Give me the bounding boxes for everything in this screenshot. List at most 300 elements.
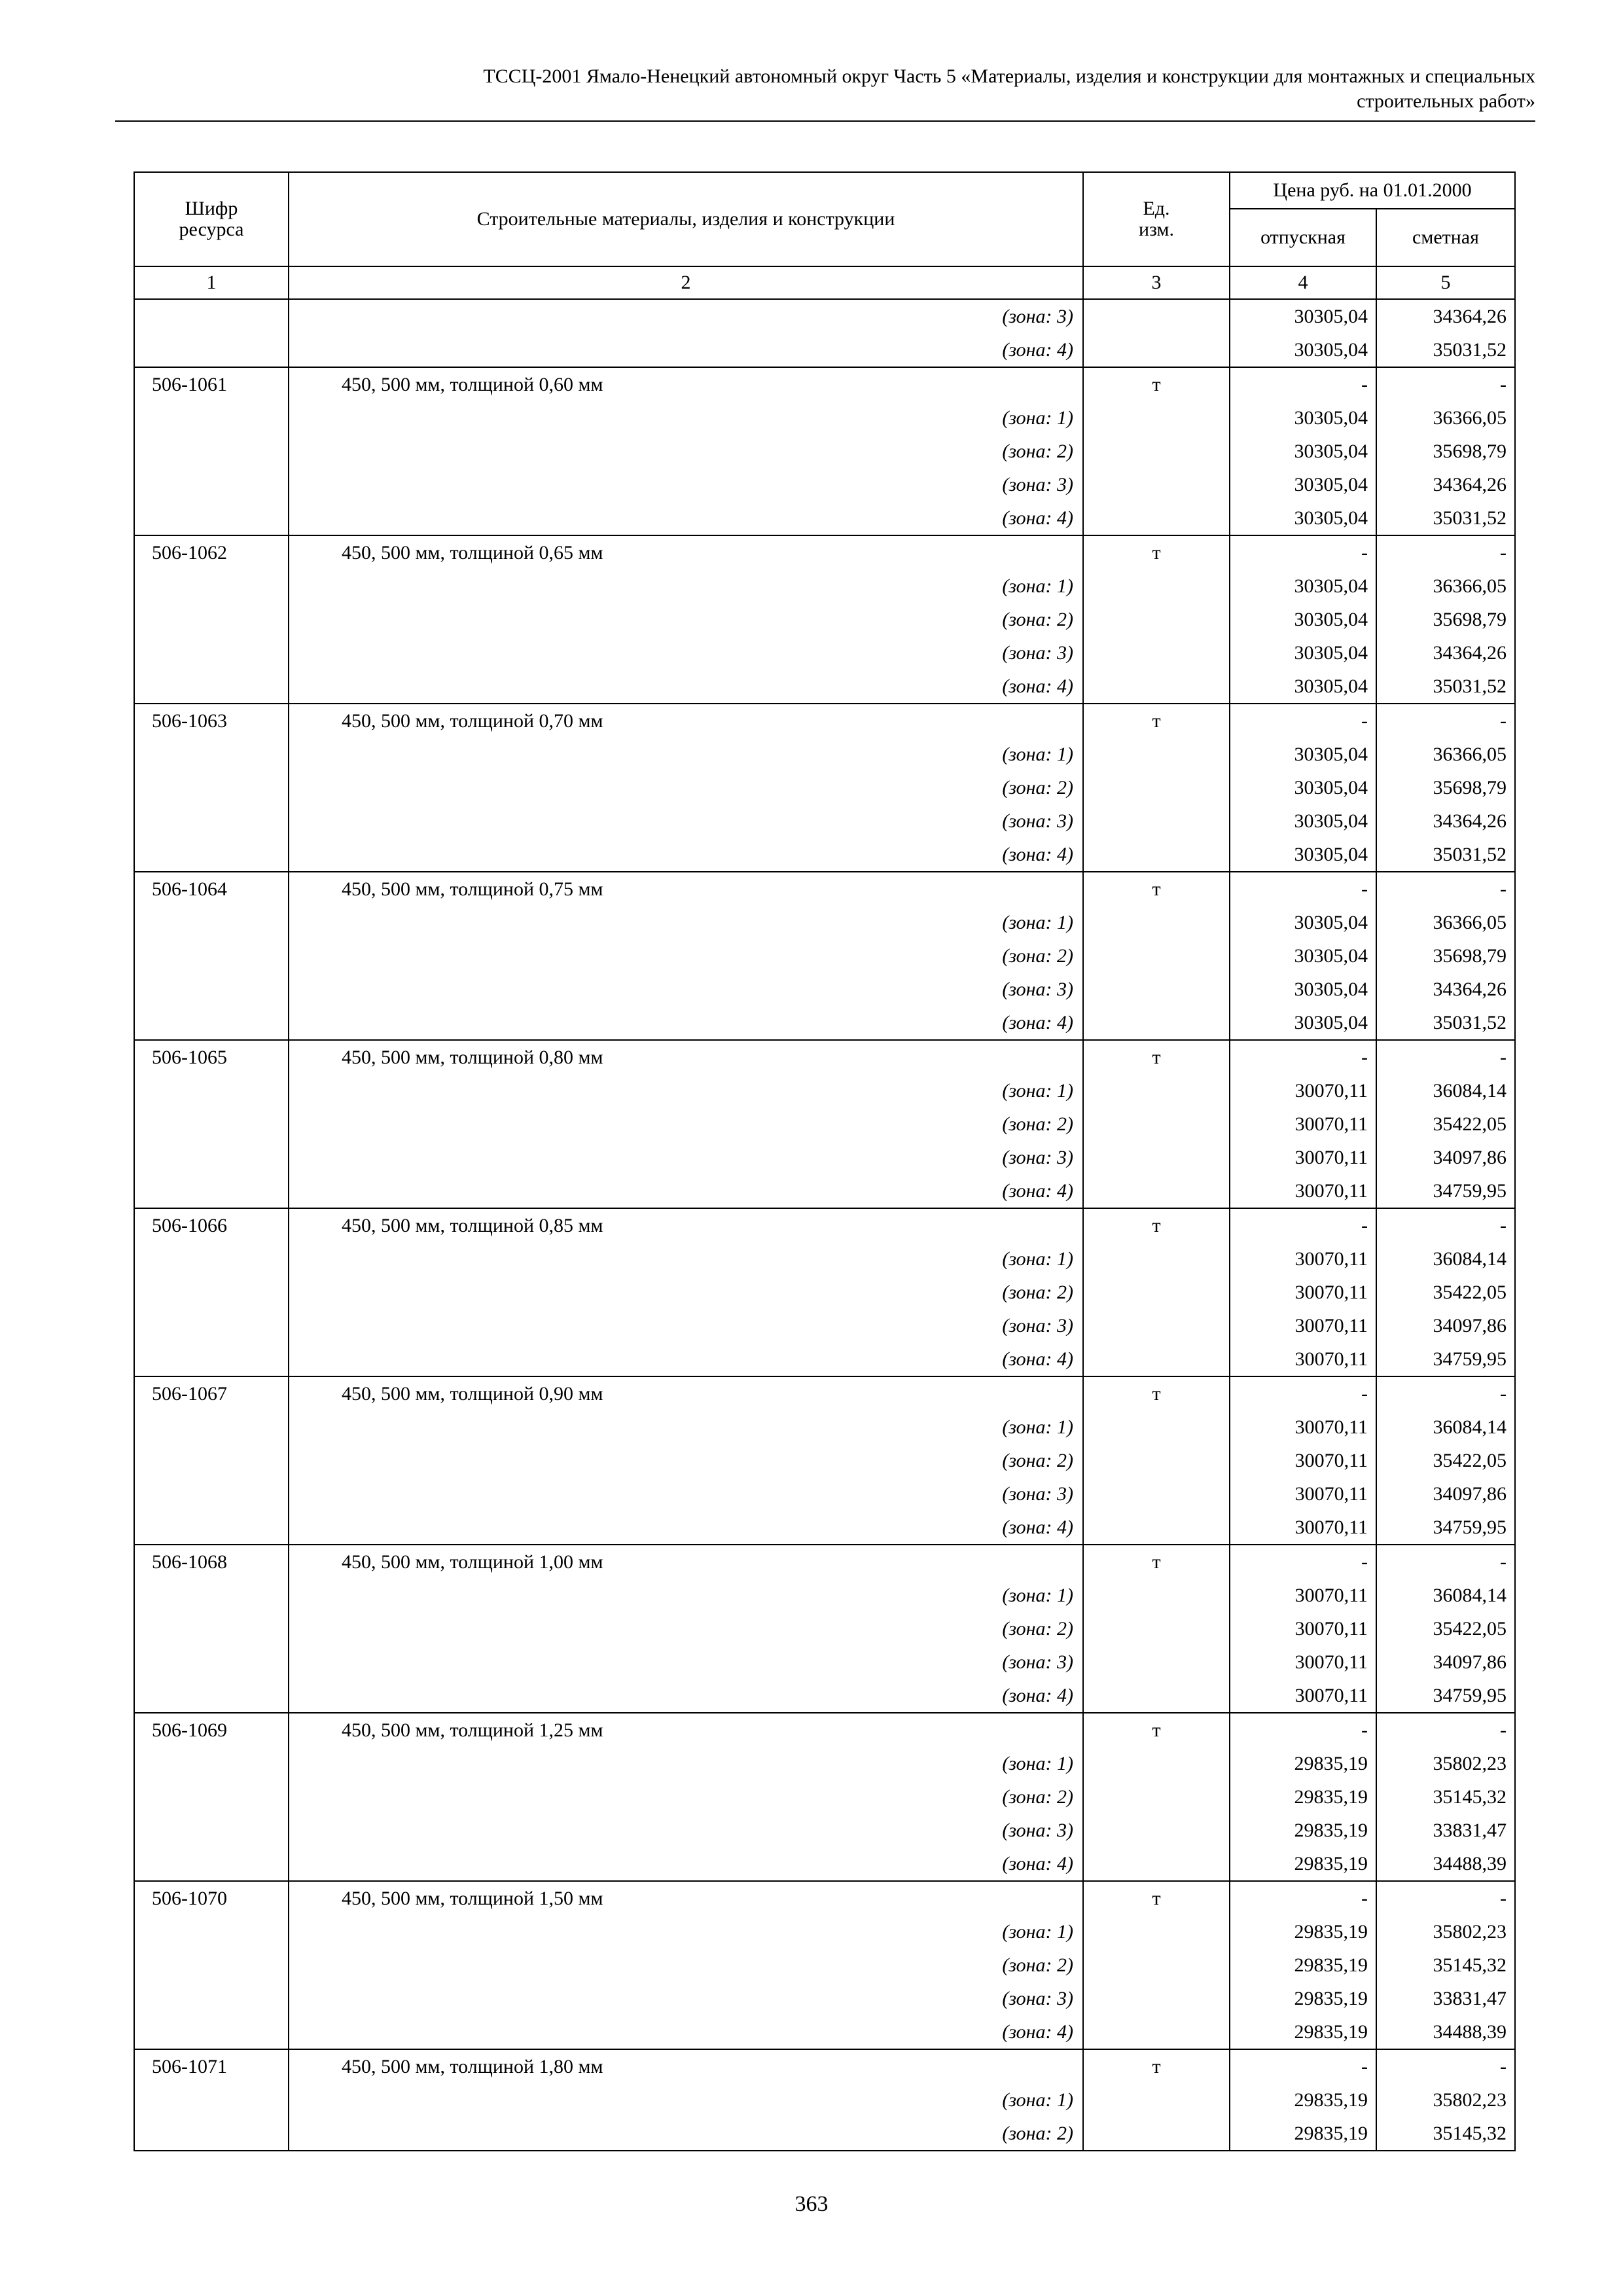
zone-row	[134, 973, 1515, 1006]
estimate-price: -	[1376, 872, 1515, 906]
zone-label: (зона: 3)	[289, 299, 1083, 333]
code-cell	[134, 1006, 289, 1040]
release-price: 30070,11	[1230, 1511, 1376, 1545]
unit-cell	[1083, 838, 1230, 872]
estimate-price: 35031,52	[1376, 670, 1515, 704]
estimate-price: 35802,23	[1376, 2083, 1515, 2117]
code-cell	[134, 1342, 289, 1376]
code-cell	[134, 738, 289, 771]
estimate-price: -	[1376, 1040, 1515, 1074]
estimate-price: 34759,95	[1376, 1511, 1515, 1545]
unit-cell: т	[1083, 1040, 1230, 1074]
release-price: 30305,04	[1230, 435, 1376, 468]
unit-cell	[1083, 1814, 1230, 1847]
estimate-price: 34364,26	[1376, 468, 1515, 501]
estimate-price: 36084,14	[1376, 1074, 1515, 1107]
code-cell	[134, 1579, 289, 1612]
zone-label: (зона: 4)	[289, 838, 1083, 872]
zone-label: (зона: 1)	[289, 401, 1083, 435]
unit-cell	[1083, 1477, 1230, 1511]
resource-code: 506-1065	[134, 1040, 289, 1074]
estimate-price: 34097,86	[1376, 1477, 1515, 1511]
zone-label: (зона: 3)	[289, 1477, 1083, 1511]
zone-row	[134, 1847, 1515, 1881]
unit-cell	[1083, 1948, 1230, 1982]
table-row	[134, 367, 1515, 401]
zone-row	[134, 771, 1515, 804]
code-cell	[134, 1444, 289, 1477]
code-cell	[134, 1948, 289, 1982]
estimate-price: 34097,86	[1376, 1141, 1515, 1174]
unit-cell: т	[1083, 1713, 1230, 1747]
resource-code: 506-1069	[134, 1713, 289, 1747]
estimate-price: 35031,52	[1376, 333, 1515, 367]
zone-label: (зона: 4)	[289, 1847, 1083, 1881]
zone-row	[134, 1780, 1515, 1814]
estimate-price: 35422,05	[1376, 1612, 1515, 1645]
code-cell	[134, 1915, 289, 1948]
zone-label: (зона: 1)	[289, 738, 1083, 771]
header-line-1: ТССЦ-2001 Ямало-Ненецкий автономный округ Часть 5 «Материалы, изделия и конструкции для монтажных и специальных	[483, 65, 1535, 87]
zone-label: (зона: 1)	[289, 1074, 1083, 1107]
material-name: 450, 500 мм, толщиной 1,25 мм	[289, 1713, 1083, 1747]
estimate-price: 35698,79	[1376, 771, 1515, 804]
unit-cell	[1083, 1915, 1230, 1948]
zone-row	[134, 1242, 1515, 1276]
code-cell	[134, 603, 289, 636]
estimate-price: 35145,32	[1376, 2117, 1515, 2151]
release-price: 30305,04	[1230, 771, 1376, 804]
release-price: -	[1230, 1881, 1376, 1915]
release-price: 30070,11	[1230, 1174, 1376, 1208]
estimate-price: 36084,14	[1376, 1579, 1515, 1612]
zone-row	[134, 603, 1515, 636]
release-price: 30305,04	[1230, 906, 1376, 939]
code-cell	[134, 1612, 289, 1645]
release-price: 30070,11	[1230, 1141, 1376, 1174]
zone-row	[134, 1174, 1515, 1208]
release-price: 30305,04	[1230, 468, 1376, 501]
code-cell	[134, 1477, 289, 1511]
release-price: -	[1230, 1376, 1376, 1410]
table-head	[134, 172, 1515, 299]
code-cell	[134, 939, 289, 973]
zone-label: (зона: 4)	[289, 1006, 1083, 1040]
code-cell	[134, 670, 289, 704]
estimate-price: 34488,39	[1376, 2015, 1515, 2049]
unit-cell	[1083, 1511, 1230, 1545]
zone-label: (зона: 2)	[289, 1276, 1083, 1309]
unit-cell	[1083, 501, 1230, 535]
release-price: 29835,19	[1230, 1982, 1376, 2015]
zone-row	[134, 2083, 1515, 2117]
unit-cell	[1083, 435, 1230, 468]
zone-row	[134, 939, 1515, 973]
material-name: 450, 500 мм, толщиной 0,85 мм	[289, 1208, 1083, 1242]
table-row	[134, 2049, 1515, 2083]
zone-label: (зона: 2)	[289, 1948, 1083, 1982]
zone-label: (зона: 4)	[289, 501, 1083, 535]
unit-cell	[1083, 939, 1230, 973]
estimate-price: -	[1376, 367, 1515, 401]
estimate-price: 34759,95	[1376, 1342, 1515, 1376]
unit-cell	[1083, 1780, 1230, 1814]
document-header	[115, 64, 1535, 114]
unit-cell	[1083, 1645, 1230, 1679]
column-number: 1	[134, 266, 289, 299]
material-name: 450, 500 мм, толщиной 0,90 мм	[289, 1376, 1083, 1410]
code-cell	[134, 333, 289, 367]
release-price: -	[1230, 872, 1376, 906]
estimate-price: 35145,32	[1376, 1780, 1515, 1814]
unit-cell: т	[1083, 704, 1230, 738]
estimate-price: -	[1376, 1208, 1515, 1242]
estimate-price: -	[1376, 2049, 1515, 2083]
code-cell	[134, 1242, 289, 1276]
release-price: 30070,11	[1230, 1342, 1376, 1376]
unit-cell	[1083, 1747, 1230, 1780]
unit-cell	[1083, 1074, 1230, 1107]
unit-cell	[1083, 771, 1230, 804]
zone-row	[134, 1814, 1515, 1847]
unit-cell: т	[1083, 1545, 1230, 1579]
zone-label: (зона: 3)	[289, 1645, 1083, 1679]
unit-cell	[1083, 738, 1230, 771]
zone-label: (зона: 2)	[289, 603, 1083, 636]
release-price: 30305,04	[1230, 738, 1376, 771]
unit-cell	[1083, 1982, 1230, 2015]
estimate-price: 36366,05	[1376, 401, 1515, 435]
release-price: 30070,11	[1230, 1444, 1376, 1477]
zone-label: (зона: 2)	[289, 1107, 1083, 1141]
resource-code: 506-1066	[134, 1208, 289, 1242]
estimate-price: 36366,05	[1376, 738, 1515, 771]
code-cell	[134, 1645, 289, 1679]
zone-label: (зона: 1)	[289, 1579, 1083, 1612]
material-name: 450, 500 мм, толщиной 0,65 мм	[289, 535, 1083, 569]
material-name: 450, 500 мм, толщиной 1,80 мм	[289, 2049, 1083, 2083]
zone-label: (зона: 3)	[289, 1141, 1083, 1174]
zone-row	[134, 1915, 1515, 1948]
release-price: 30070,11	[1230, 1276, 1376, 1309]
unit-cell: т	[1083, 872, 1230, 906]
zone-label: (зона: 1)	[289, 2083, 1083, 2117]
estimate-price: 34097,86	[1376, 1309, 1515, 1342]
zone-row	[134, 670, 1515, 704]
release-price: 30305,04	[1230, 804, 1376, 838]
zone-label: (зона: 3)	[289, 973, 1083, 1006]
zone-label: (зона: 2)	[289, 2117, 1083, 2151]
zone-row	[134, 1948, 1515, 1982]
release-price: 30305,04	[1230, 333, 1376, 367]
release-price: 30305,04	[1230, 670, 1376, 704]
unit-cell	[1083, 1444, 1230, 1477]
zone-label: (зона: 1)	[289, 1747, 1083, 1780]
code-cell	[134, 1074, 289, 1107]
unit-cell	[1083, 1242, 1230, 1276]
zone-label: (зона: 4)	[289, 1174, 1083, 1208]
unit-cell: т	[1083, 2049, 1230, 2083]
estimate-price: 36366,05	[1376, 569, 1515, 603]
release-price: 30305,04	[1230, 501, 1376, 535]
zone-row	[134, 1579, 1515, 1612]
unit-cell	[1083, 2015, 1230, 2049]
code-cell	[134, 906, 289, 939]
unit-cell: т	[1083, 1376, 1230, 1410]
unit-cell	[1083, 1410, 1230, 1444]
zone-label: (зона: 2)	[289, 435, 1083, 468]
unit-cell	[1083, 1174, 1230, 1208]
table-row	[134, 1376, 1515, 1410]
code-cell	[134, 2083, 289, 2117]
release-price: 30305,04	[1230, 603, 1376, 636]
estimate-price: 35422,05	[1376, 1444, 1515, 1477]
table-row	[134, 1208, 1515, 1242]
zone-row	[134, 1410, 1515, 1444]
estimate-price: 35698,79	[1376, 435, 1515, 468]
header-estimate-price: сметная	[1376, 209, 1515, 266]
material-name: 450, 500 мм, толщиной 0,75 мм	[289, 872, 1083, 906]
header-release-price: отпускная	[1230, 209, 1376, 266]
header-line-2: строительных работ»	[1357, 90, 1535, 112]
estimate-price: 36084,14	[1376, 1242, 1515, 1276]
release-price: 29835,19	[1230, 1814, 1376, 1847]
zone-label: (зона: 2)	[289, 771, 1083, 804]
unit-cell	[1083, 1276, 1230, 1309]
estimate-price: 34097,86	[1376, 1645, 1515, 1679]
material-name: 450, 500 мм, толщиной 0,60 мм	[289, 367, 1083, 401]
code-cell	[134, 771, 289, 804]
zone-row	[134, 468, 1515, 501]
code-cell	[134, 1309, 289, 1342]
release-price: 30305,04	[1230, 636, 1376, 670]
zone-row	[134, 636, 1515, 670]
estimate-price: 34364,26	[1376, 636, 1515, 670]
code-cell	[134, 973, 289, 1006]
zone-row	[134, 906, 1515, 939]
resource-code: 506-1067	[134, 1376, 289, 1410]
table-row	[134, 704, 1515, 738]
material-name: 450, 500 мм, толщиной 1,00 мм	[289, 1545, 1083, 1579]
estimate-price: 36084,14	[1376, 1410, 1515, 1444]
zone-label: (зона: 3)	[289, 1982, 1083, 2015]
resource-code: 506-1068	[134, 1545, 289, 1579]
code-cell	[134, 435, 289, 468]
code-cell	[134, 1847, 289, 1881]
release-price: 30070,11	[1230, 1309, 1376, 1342]
unit-cell	[1083, 1679, 1230, 1713]
zone-row	[134, 838, 1515, 872]
zone-label: (зона: 3)	[289, 468, 1083, 501]
release-price: 29835,19	[1230, 1847, 1376, 1881]
estimate-price: 36366,05	[1376, 906, 1515, 939]
unit-cell	[1083, 1579, 1230, 1612]
column-number: 4	[1230, 266, 1376, 299]
zone-row	[134, 333, 1515, 367]
zone-row	[134, 1645, 1515, 1679]
table-row	[134, 535, 1515, 569]
unit-cell	[1083, 636, 1230, 670]
unit-cell	[1083, 1107, 1230, 1141]
table-row	[134, 1040, 1515, 1074]
release-price: -	[1230, 1040, 1376, 1074]
resource-code: 506-1070	[134, 1881, 289, 1915]
release-price: 29835,19	[1230, 2117, 1376, 2151]
resource-code: 506-1062	[134, 535, 289, 569]
release-price: 30305,04	[1230, 569, 1376, 603]
unit-cell	[1083, 1141, 1230, 1174]
zone-label: (зона: 4)	[289, 1342, 1083, 1376]
zone-label: (зона: 1)	[289, 1410, 1083, 1444]
release-price: -	[1230, 535, 1376, 569]
release-price: 30070,11	[1230, 1107, 1376, 1141]
estimate-price: 35031,52	[1376, 1006, 1515, 1040]
release-price: 30070,11	[1230, 1074, 1376, 1107]
code-cell	[134, 1511, 289, 1545]
zone-label: (зона: 3)	[289, 1814, 1083, 1847]
estimate-price: -	[1376, 535, 1515, 569]
release-price: 29835,19	[1230, 2015, 1376, 2049]
estimate-price: 35422,05	[1376, 1276, 1515, 1309]
estimate-price: 35802,23	[1376, 1915, 1515, 1948]
zone-row	[134, 1444, 1515, 1477]
zone-row	[134, 1747, 1515, 1780]
estimate-price: 35031,52	[1376, 501, 1515, 535]
estimate-price: 34364,26	[1376, 973, 1515, 1006]
code-cell	[134, 1780, 289, 1814]
unit-cell	[1083, 401, 1230, 435]
estimate-price: 33831,47	[1376, 1814, 1515, 1847]
estimate-price: -	[1376, 704, 1515, 738]
zone-row	[134, 1107, 1515, 1141]
code-cell	[134, 636, 289, 670]
table-row	[134, 1881, 1515, 1915]
zone-row	[134, 1342, 1515, 1376]
zone-label: (зона: 1)	[289, 1915, 1083, 1948]
zone-row	[134, 2015, 1515, 2049]
unit-cell	[1083, 973, 1230, 1006]
resource-code: 506-1063	[134, 704, 289, 738]
code-cell	[134, 1276, 289, 1309]
unit-cell	[1083, 1309, 1230, 1342]
table-row	[134, 1545, 1515, 1579]
estimate-price: 34759,95	[1376, 1174, 1515, 1208]
release-price: 30305,04	[1230, 973, 1376, 1006]
zone-label: (зона: 4)	[289, 333, 1083, 367]
zone-label: (зона: 4)	[289, 1511, 1083, 1545]
estimate-price: 35802,23	[1376, 1747, 1515, 1780]
estimate-price: 34488,39	[1376, 1847, 1515, 1881]
unit-cell	[1083, 468, 1230, 501]
release-price: 30070,11	[1230, 1477, 1376, 1511]
material-name: 450, 500 мм, толщиной 0,70 мм	[289, 704, 1083, 738]
zone-row	[134, 435, 1515, 468]
unit-cell	[1083, 299, 1230, 333]
unit-cell: т	[1083, 1208, 1230, 1242]
estimate-price: 34364,26	[1376, 299, 1515, 333]
estimate-price: 35698,79	[1376, 603, 1515, 636]
column-number: 5	[1376, 266, 1515, 299]
zone-row	[134, 401, 1515, 435]
zone-row	[134, 1074, 1515, 1107]
code-cell	[134, 838, 289, 872]
table-row	[134, 872, 1515, 906]
release-price: -	[1230, 1208, 1376, 1242]
release-price: 30070,11	[1230, 1579, 1376, 1612]
estimate-price: -	[1376, 1713, 1515, 1747]
table-body	[134, 299, 1515, 2151]
release-price: 30305,04	[1230, 838, 1376, 872]
zone-row	[134, 1141, 1515, 1174]
unit-cell	[1083, 2083, 1230, 2117]
release-price: 30070,11	[1230, 1679, 1376, 1713]
column-number: 2	[289, 266, 1083, 299]
unit-cell	[1083, 906, 1230, 939]
release-price: 30070,11	[1230, 1242, 1376, 1276]
code-cell	[134, 1747, 289, 1780]
code-cell	[134, 1982, 289, 2015]
resource-code: 506-1061	[134, 367, 289, 401]
release-price: 29835,19	[1230, 1915, 1376, 1948]
resource-code: 506-1071	[134, 2049, 289, 2083]
code-cell	[134, 1410, 289, 1444]
estimate-price: 34364,26	[1376, 804, 1515, 838]
release-price: -	[1230, 1545, 1376, 1579]
release-price: 30305,04	[1230, 299, 1376, 333]
release-price: 30305,04	[1230, 939, 1376, 973]
code-cell	[134, 299, 289, 333]
material-name: 450, 500 мм, толщиной 1,50 мм	[289, 1881, 1083, 1915]
price-table	[134, 171, 1516, 2151]
zone-row	[134, 1982, 1515, 2015]
unit-cell: т	[1083, 1881, 1230, 1915]
zone-row	[134, 569, 1515, 603]
code-cell	[134, 468, 289, 501]
material-name: 450, 500 мм, толщиной 0,80 мм	[289, 1040, 1083, 1074]
unit-cell	[1083, 1342, 1230, 1376]
unit-cell	[1083, 1006, 1230, 1040]
zone-row	[134, 1679, 1515, 1713]
code-cell	[134, 1174, 289, 1208]
header-name: Строительные материалы, изделия и конструкции	[289, 172, 1083, 266]
zone-label: (зона: 1)	[289, 1242, 1083, 1276]
release-price: 30070,11	[1230, 1645, 1376, 1679]
code-cell	[134, 1141, 289, 1174]
estimate-price: -	[1376, 1545, 1515, 1579]
zone-row	[134, 738, 1515, 771]
release-price: -	[1230, 367, 1376, 401]
zone-row	[134, 804, 1515, 838]
zone-label: (зона: 1)	[289, 569, 1083, 603]
zone-row	[134, 299, 1515, 333]
zone-label: (зона: 3)	[289, 1309, 1083, 1342]
unit-cell	[1083, 1847, 1230, 1881]
resource-code: 506-1064	[134, 872, 289, 906]
release-price: 30305,04	[1230, 1006, 1376, 1040]
zone-row	[134, 1511, 1515, 1545]
unit-cell	[1083, 2117, 1230, 2151]
release-price: -	[1230, 2049, 1376, 2083]
release-price: -	[1230, 704, 1376, 738]
estimate-price: 35031,52	[1376, 838, 1515, 872]
zone-row	[134, 1477, 1515, 1511]
zone-label: (зона: 2)	[289, 939, 1083, 973]
zone-row	[134, 1006, 1515, 1040]
estimate-price: 33831,47	[1376, 1982, 1515, 2015]
code-cell	[134, 401, 289, 435]
code-cell	[134, 501, 289, 535]
code-cell	[134, 1679, 289, 1713]
